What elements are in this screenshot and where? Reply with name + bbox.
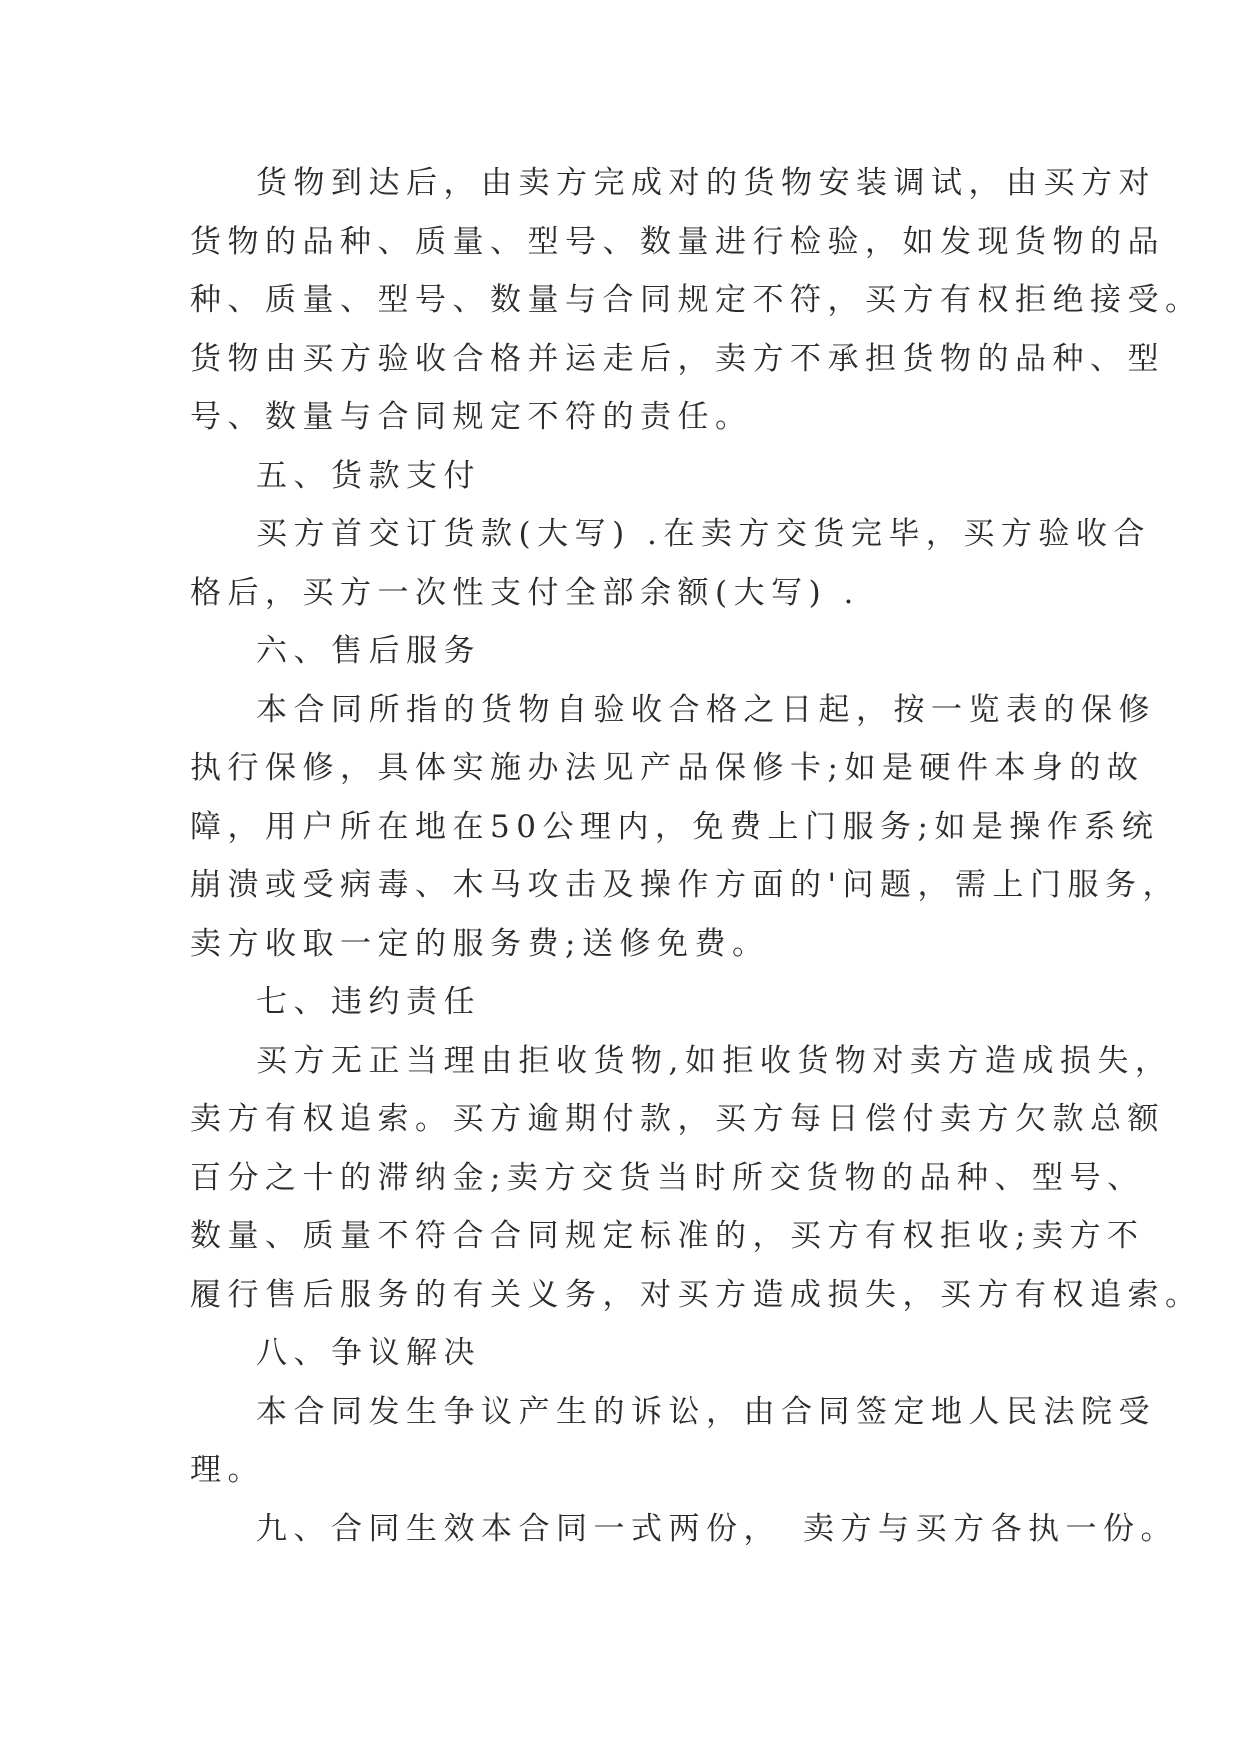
paragraph-line: 货物到达后，由卖方完成对的货物安装调试，由买方对 (256, 165, 1156, 201)
section-heading: 六、售后服务 (256, 633, 481, 669)
paragraph-line: 号、数量与合同规定不符的责任。 (190, 399, 753, 435)
paragraph-line: 百分之十的滞纳金;卖方交货当时所交货物的品种、型号、 (190, 1159, 1145, 1196)
paragraph-line: 本合同发生争议产生的诉讼，由合同签定地人民法院受 (256, 1393, 1156, 1430)
document-body (190, 154, 1203, 1558)
paragraph-line: 货物的品种、质量、型号、数量进行检验，如发现货物的品 (190, 223, 1165, 260)
paragraph-line: 崩溃或受病毒、木马攻击及操作方面的'问题，需上门服务， (190, 867, 1181, 903)
paragraph-line: 货物由买方验收合格并运走后，卖方不承担货物的品种、型 (190, 340, 1165, 377)
section-heading: 七、违约责任 (256, 984, 481, 1020)
paragraph-line: 卖方收取一定的服务费;送修免费。 (190, 925, 770, 962)
section-heading: 八、争议解决 (256, 1335, 481, 1371)
paragraph-line: 卖方有权追索。买方逾期付款，买方每日偿付卖方欠款总额 (190, 1101, 1165, 1137)
paragraph-line: 本合同所指的货物自验收合格之日起，按一览表的保修 (256, 691, 1156, 728)
section-heading: 九、合同生效本合同一式两份， 卖方与买方各执一份。 (256, 1510, 1178, 1547)
paragraph-line: 理。 (190, 1452, 265, 1488)
paragraph-line: 买方无正当理由拒收货物,如拒收货物对卖方造成损失， (256, 1042, 1173, 1079)
paragraph-line: 执行保修，具体实施办法见产品保修卡;如是硬件本身的故 (190, 750, 1145, 786)
section-heading: 五、货款支付 (256, 457, 481, 494)
paragraph-line: 数量、质量不符合合同规定标准的，买方有权拒收;卖方不 (190, 1218, 1145, 1254)
paragraph-line: 履行售后服务的有关义务，对买方造成损失，买方有权追索。 (190, 1276, 1203, 1313)
paragraph-line: 买方首交订货款(大写) .在卖方交货完毕，买方验收合 (256, 516, 1151, 552)
paragraph-line: 格后，买方一次性支付全部余额(大写) . (190, 574, 860, 611)
paragraph-line: 障，用户所在地在50公理内，免费上门服务;如是操作系统 (190, 808, 1160, 845)
paragraph-line: 种、质量、型号、数量与合同规定不符，买方有权拒绝接受。 (190, 282, 1203, 318)
